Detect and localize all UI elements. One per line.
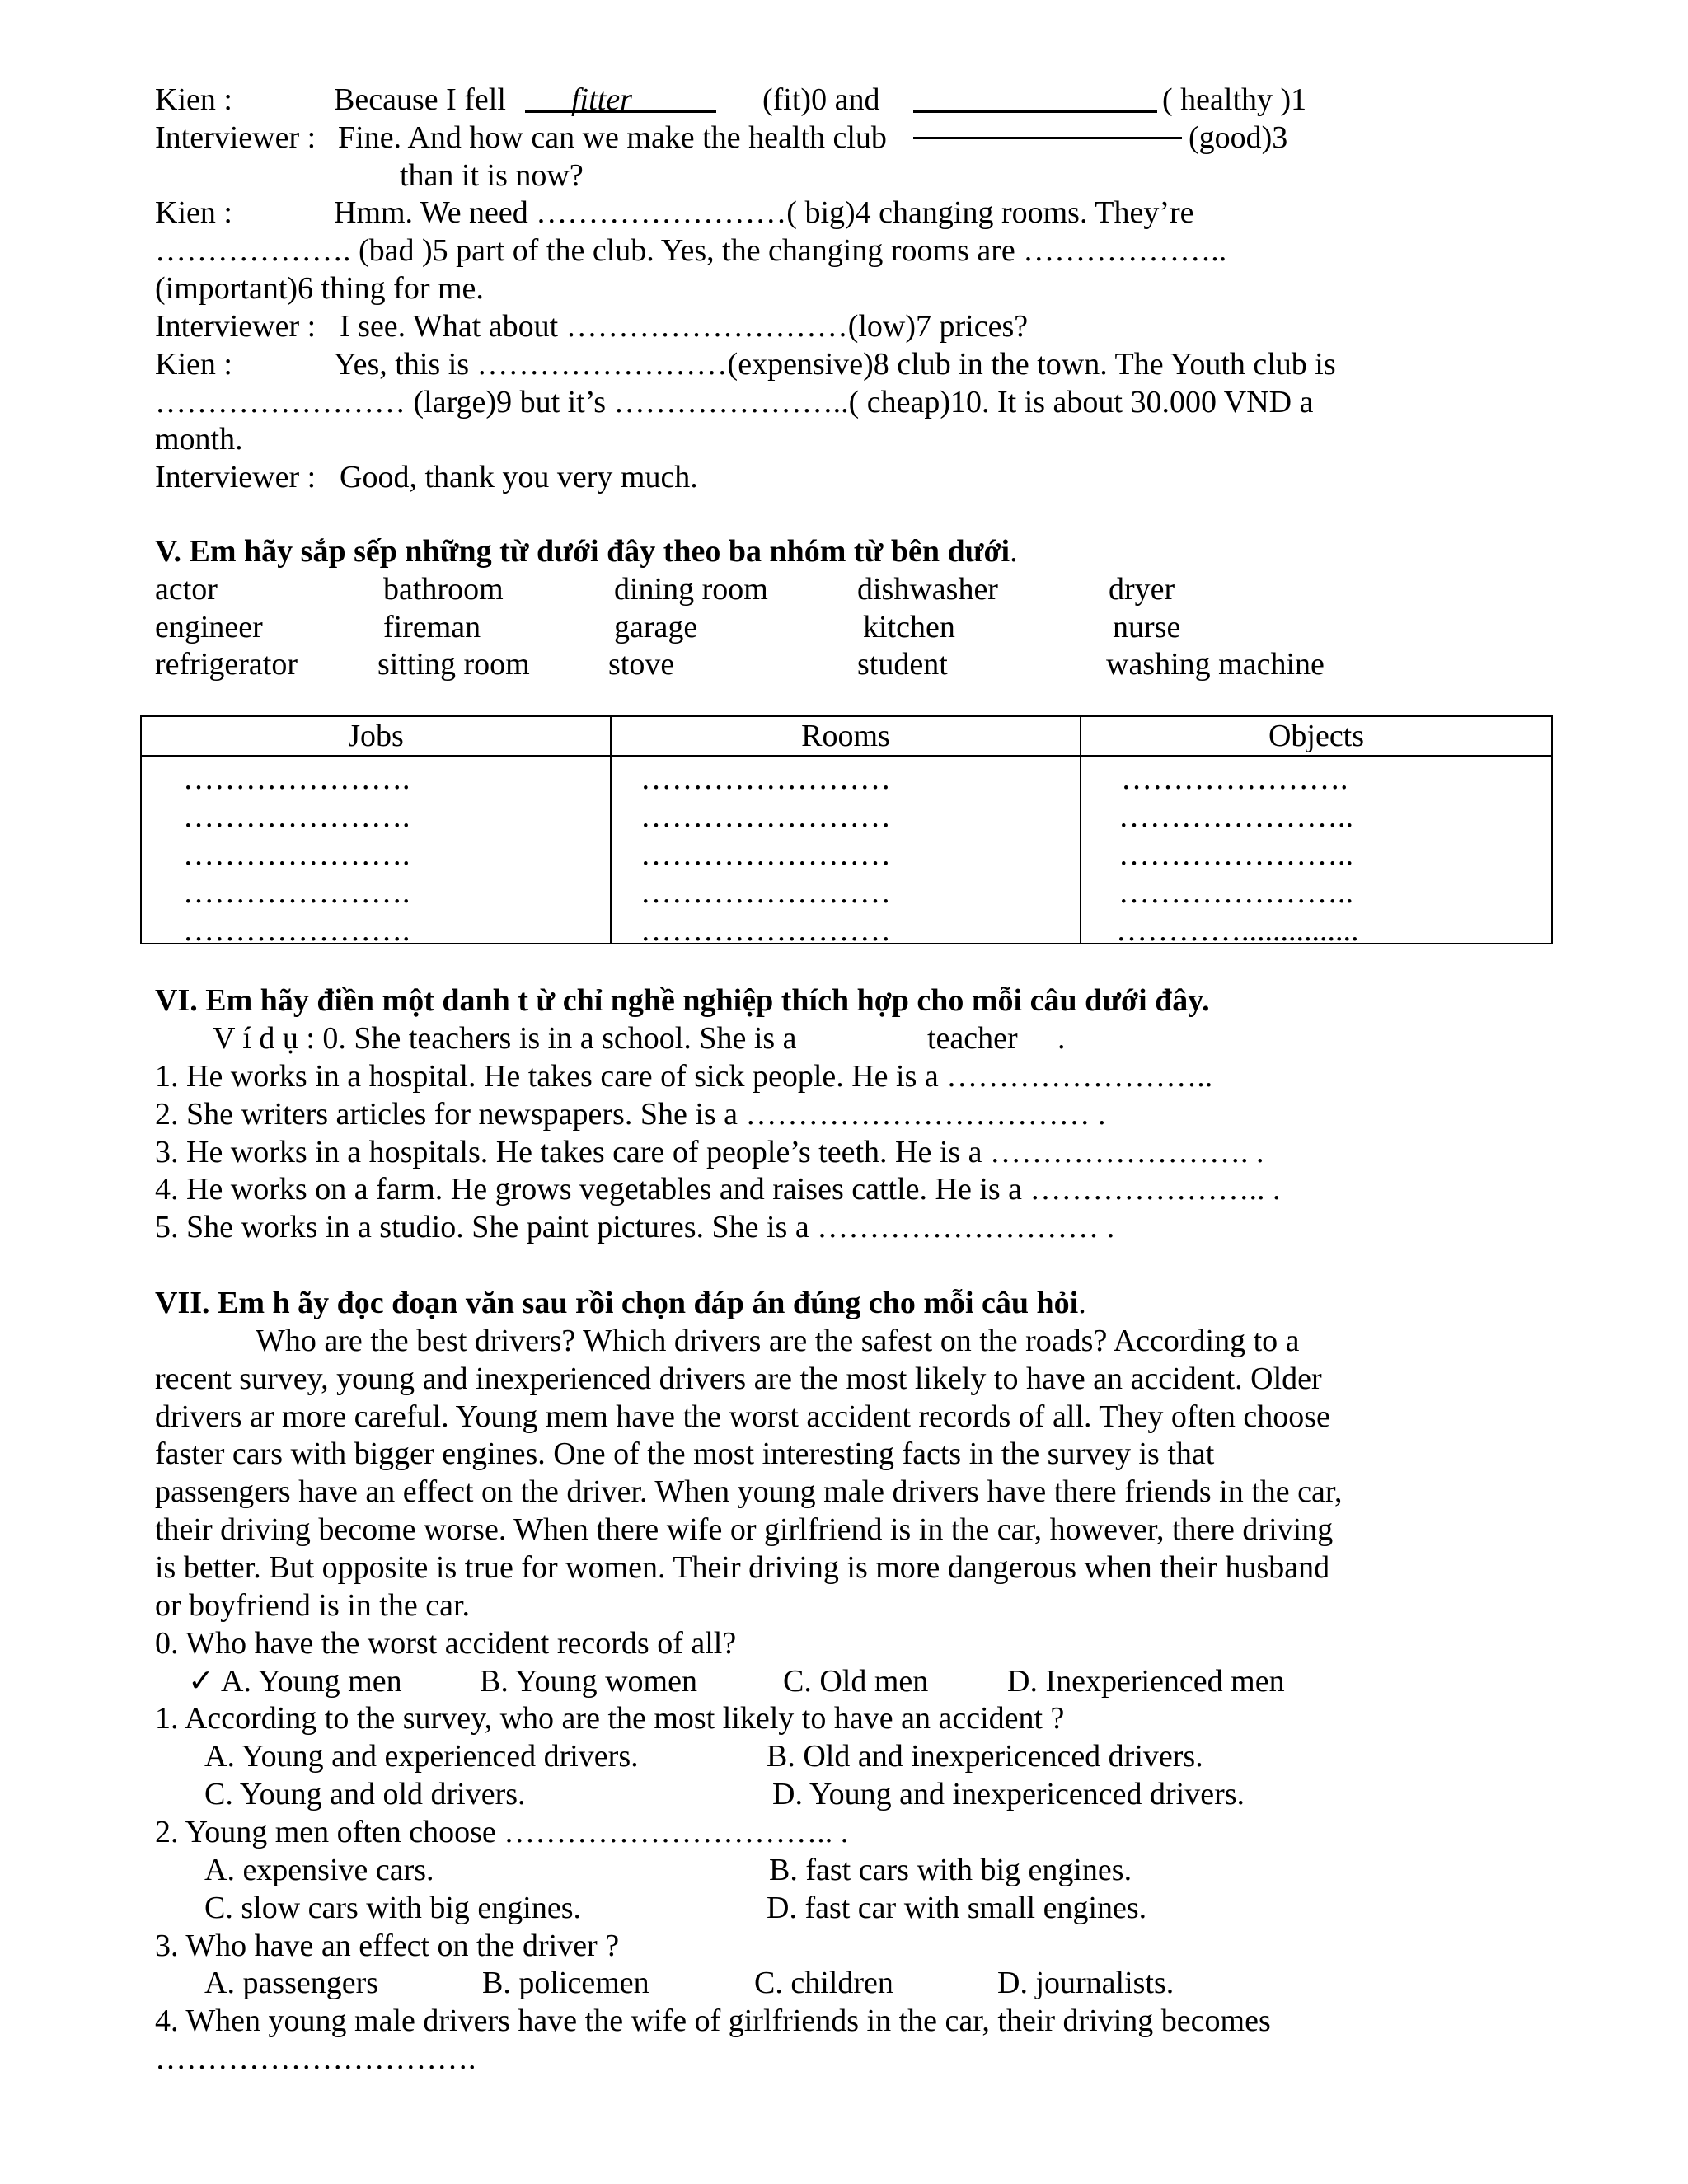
answer-option[interactable]: B. Young women	[480, 1664, 697, 1699]
answer-option[interactable]: C. slow cars with big engines.	[204, 1891, 582, 1925]
dialogue-text: month.	[155, 422, 243, 457]
answer-blank	[913, 110, 1157, 113]
answer-blank[interactable]: …………………..	[1118, 799, 1353, 834]
word: dishwasher	[857, 572, 998, 607]
answer-option[interactable]: A. expensive cars.	[204, 1853, 434, 1887]
question-item: 3. He works in a hospitals. He takes care of people’s teeth. He is a ……………………. .	[155, 1135, 1264, 1169]
table-header-rooms: Rooms	[611, 716, 1081, 756]
passage-line: Who are the best drivers? Which drivers are the safest on the roads? According to a	[256, 1324, 1300, 1358]
answer-option[interactable]: D. Young and inexpericenced drivers.	[772, 1777, 1245, 1811]
answer-option[interactable]: C. Old men	[783, 1664, 929, 1699]
table-header-objects: Objects	[1081, 716, 1552, 756]
section-5-heading: V. Em hãy sắp sếp những từ dưới đây theo ba nhóm từ bên dưới.	[155, 534, 1018, 569]
question-item: 4. He works on a farm. He grows vegetables and raises cattle. He is a ………………….. .	[155, 1172, 1281, 1207]
question-item: 5. She works in a studio. She paint pictures. She is a ……………………… .	[155, 1210, 1115, 1244]
answer-blank[interactable]: ………………….	[183, 762, 410, 796]
dialogue-text: (important)6 thing for me.	[155, 271, 484, 306]
dialogue-text: ( healthy )1	[1162, 82, 1307, 117]
answer-option[interactable]: A. Young men	[221, 1664, 402, 1699]
question: 4. When young male drivers have the wife of girlfriends in the car, their driving becomes	[155, 2004, 1271, 2038]
dialogue-text: ………………. (bad )5 part of the club. Yes, the changing rooms are ………………..	[155, 233, 1227, 268]
passage-line: passengers have an effect on the driver. When young male drivers have there friends in the car,	[155, 1474, 1343, 1509]
word: washing machine	[1106, 647, 1325, 682]
word: bathroom	[383, 572, 504, 607]
sorting-table	[140, 715, 1553, 948]
answer-option[interactable]: B. Old and inexpericenced drivers.	[767, 1739, 1203, 1774]
answer-option[interactable]: C. Young and old drivers.	[204, 1777, 526, 1811]
answer-option[interactable]: D. fast car with small engines.	[767, 1891, 1147, 1925]
answer-option[interactable]: B. policemen	[482, 1966, 649, 2000]
word: actor	[155, 572, 218, 607]
word: sitting room	[377, 647, 530, 682]
section-7-heading: VII. Em h ãy đọc đoạn văn sau rồi chọn đáp án đúng cho mỗi câu hỏi.	[155, 1286, 1086, 1320]
word: nurse	[1113, 610, 1181, 644]
example-answer: teacher	[927, 1021, 1018, 1056]
passage-line: faster cars with bigger engines. One of the most interesting facts in the survey is that	[155, 1436, 1215, 1471]
word: stove	[608, 647, 675, 682]
answer-blank	[913, 137, 1182, 139]
passage-line: is better. But opposite is true for women. Their driving is more dangerous when their husband	[155, 1550, 1330, 1585]
answer-blank[interactable]: …………………..	[1118, 875, 1353, 910]
speaker-label: Interviewer :	[155, 460, 316, 494]
word: garage	[614, 610, 698, 644]
word: refrigerator	[155, 647, 298, 682]
answer-blank[interactable]: ……………………	[640, 837, 891, 872]
passage-line: their driving become worse. When there wife or girlfriend is in the car, however, there driving	[155, 1512, 1334, 1547]
word: dining room	[614, 572, 768, 607]
passage-line: recent survey, young and inexperienced drivers are the most likely to have an accident. Older	[155, 1361, 1322, 1396]
answer-blank[interactable]: ………………….	[183, 913, 410, 948]
question: 2. Young men often choose ………………………….. .	[155, 1815, 849, 1849]
answer-option[interactable]: B. fast cars with big engines.	[769, 1853, 1132, 1887]
dialogue-text: Yes, this is ……………………(expensive)8 club in the town. The Youth club is	[334, 347, 1336, 382]
speaker-label: Kien :	[155, 82, 232, 117]
filled-answer: fitter	[571, 82, 632, 117]
answer-option[interactable]: D. journalists.	[997, 1966, 1175, 2000]
dialogue-text: Hmm. We need ……………………( big)4 changing rooms. They’re	[334, 195, 1194, 230]
word: engineer	[155, 610, 263, 644]
dialogue-text: Because I fell	[334, 82, 506, 117]
table-header-jobs: Jobs	[141, 716, 611, 756]
answer-blank[interactable]: ………………………….	[155, 2041, 476, 2076]
answer-blank[interactable]: ………………….	[183, 837, 410, 872]
answer-option[interactable]: A. passengers	[204, 1966, 379, 2000]
answer-blank[interactable]: ……………………	[640, 799, 891, 834]
dialogue-text: Good, thank you very much.	[340, 460, 698, 494]
example-end: .	[1057, 1021, 1066, 1056]
answer-blank[interactable]: ………………….	[1121, 762, 1348, 796]
answer-option[interactable]: A. Young and experienced drivers.	[204, 1739, 639, 1774]
jobs-column	[141, 756, 611, 948]
question: 0. Who have the worst accident records of all?	[155, 1626, 737, 1661]
answer-blank[interactable]: ……………………	[640, 913, 891, 948]
speaker-label: Interviewer :	[155, 309, 316, 344]
speaker-label: Interviewer :	[155, 120, 316, 155]
answer-blank[interactable]: ……………………	[640, 875, 891, 910]
word: dryer	[1109, 572, 1175, 607]
rooms-column	[611, 756, 1081, 948]
dialogue-text: …………………… (large)9 but it’s …………………..( cheap)10. It is about 30.000 VND a	[155, 385, 1314, 419]
answer-blank[interactable]: …………...............	[1116, 913, 1359, 948]
passage-line: drivers ar more careful. Young mem have the worst accident records of all. They often choose	[155, 1399, 1330, 1434]
word: kitchen	[863, 610, 955, 644]
answer-blank[interactable]: ………………….	[183, 799, 410, 834]
question: 3. Who have an effect on the driver ?	[155, 1929, 620, 1963]
answer-blank[interactable]: ……………………	[640, 762, 891, 796]
speaker-label: Kien :	[155, 347, 232, 382]
dialogue-text: I see. What about ………………………(low)7 prices?	[340, 309, 1029, 344]
check-mark-icon: ✓	[188, 1664, 214, 1699]
section-6-heading: VI. Em hãy điền một danh t ừ chỉ nghề nghiệp thích hợp cho mỗi câu dưới đây.	[155, 983, 1210, 1018]
example-sentence: V í d ụ : 0. She teachers is in a school. She is a	[213, 1021, 797, 1056]
question-item: 2. She writers articles for newspapers. She is a …………………………… .	[155, 1097, 1106, 1132]
dialogue-text: (good)3	[1189, 120, 1288, 155]
answer-blank[interactable]: ………………….	[183, 875, 410, 910]
dialogue-text: than it is now?	[400, 158, 584, 193]
answer-option[interactable]: C. children	[754, 1966, 893, 2000]
speaker-label: Kien :	[155, 195, 232, 230]
passage-line: or boyfriend is in the car.	[155, 1588, 471, 1623]
objects-column	[1081, 756, 1552, 948]
dialogue-text: Fine. And how can we make the health club	[338, 120, 887, 155]
word: student	[857, 647, 948, 682]
answer-blank[interactable]: …………………..	[1118, 837, 1353, 872]
question-item: 1. He works in a hospital. He takes care of sick people. He is a ……………………..	[155, 1059, 1213, 1094]
question: 1. According to the survey, who are the most likely to have an accident ?	[155, 1701, 1065, 1736]
word: fireman	[383, 610, 481, 644]
dialogue-text: (fit)0 and	[762, 82, 880, 117]
answer-option[interactable]: D. Inexperienced men	[1007, 1664, 1285, 1699]
